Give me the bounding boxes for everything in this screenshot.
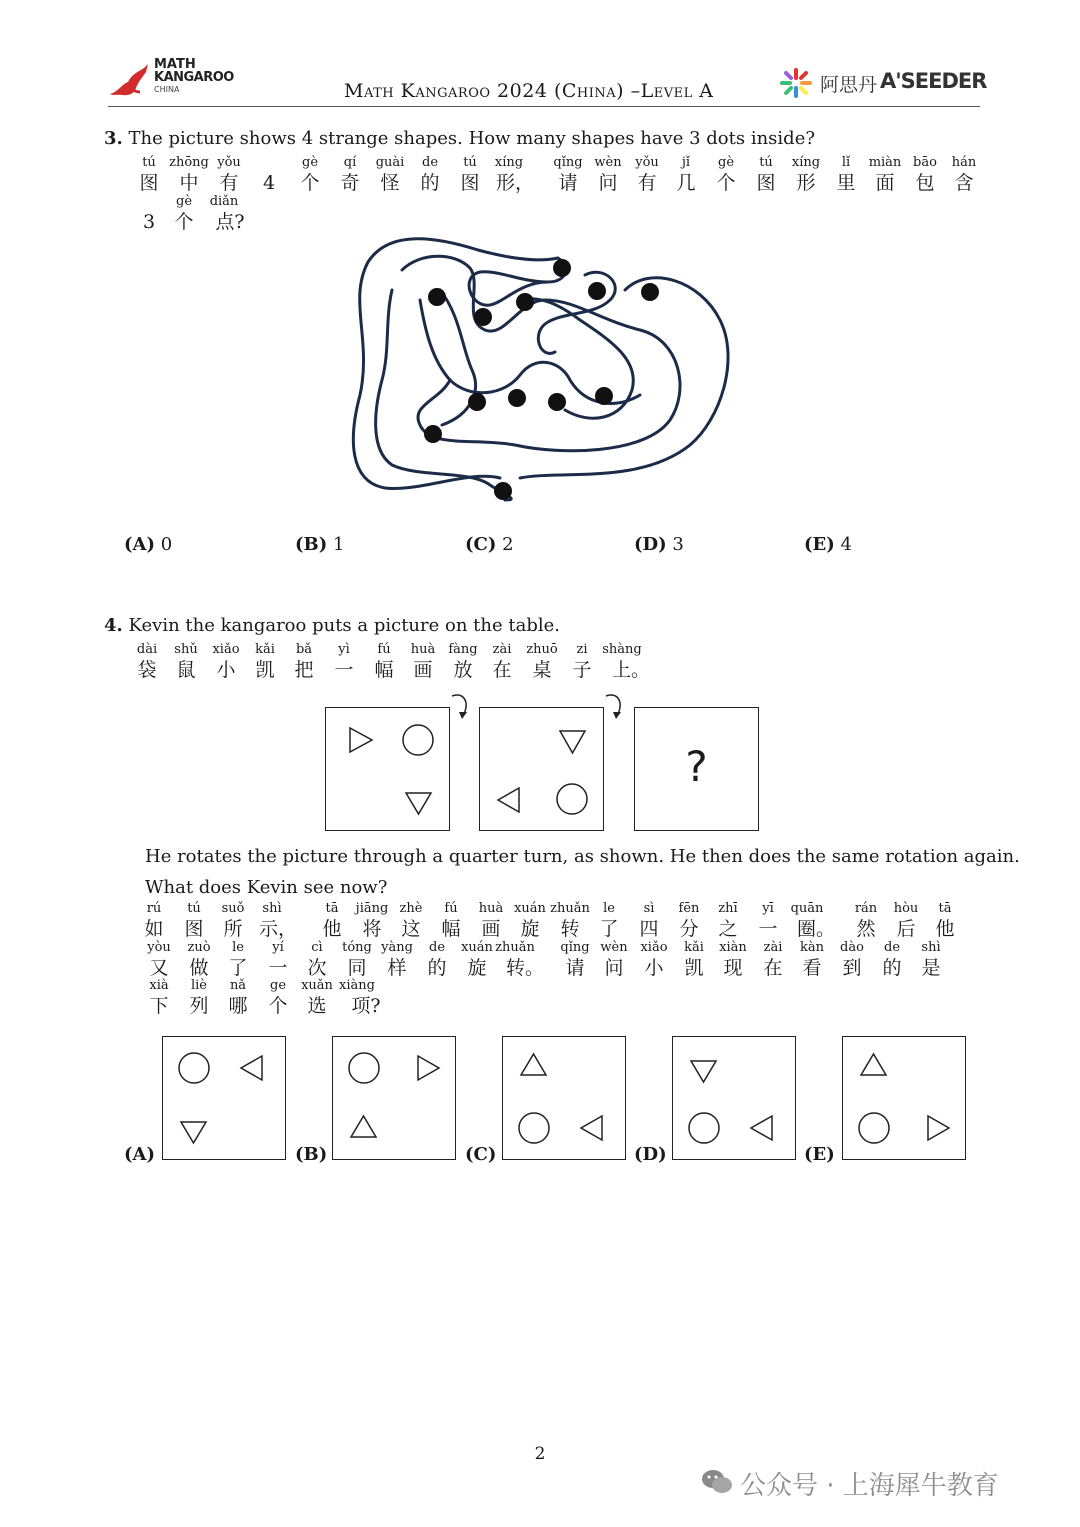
q4-pinyin-row1 bbox=[0, 643, 1080, 659]
q4-option-c-picture[interactable] bbox=[502, 1036, 626, 1160]
q4-text2: He rotates the picture through a quarter turn, as shown. He then does the same rotation again. bbox=[145, 846, 1020, 867]
pinyin: zuò bbox=[187, 940, 211, 955]
circle-shape bbox=[689, 1113, 719, 1143]
pinyin: yǒu bbox=[635, 155, 659, 170]
pinyin: xiàng bbox=[339, 978, 375, 993]
pinyin: yī bbox=[762, 901, 774, 916]
hanzi: 奇 bbox=[340, 172, 360, 194]
pinyin: tóng bbox=[342, 940, 372, 955]
option-label: (D) bbox=[634, 534, 667, 555]
q4-number: 4. bbox=[104, 615, 123, 636]
pinyin: fēn bbox=[678, 901, 700, 916]
triangle-left-shape bbox=[751, 1116, 772, 1140]
triangle-up-shape bbox=[521, 1054, 546, 1075]
q4-option-e-label[interactable] bbox=[804, 1144, 835, 1165]
triangle-right-shape bbox=[418, 1056, 439, 1080]
pinyin: yí bbox=[272, 940, 284, 955]
hanzi: 一 bbox=[268, 957, 288, 979]
page-title: Math Kangaroo 2024 (China) –Level A bbox=[344, 80, 714, 102]
unknown-picture bbox=[634, 707, 759, 831]
pinyin: suǒ bbox=[221, 901, 245, 916]
dot bbox=[516, 293, 534, 311]
dot bbox=[424, 425, 442, 443]
hanzi: 把 bbox=[294, 659, 314, 681]
hanzi: 的 bbox=[420, 172, 440, 194]
hanzi: 示， bbox=[258, 918, 298, 940]
partner-en: A'SEEDER bbox=[880, 69, 987, 93]
pinyin: xuǎn bbox=[301, 978, 333, 993]
hanzi: 个 bbox=[268, 995, 288, 1017]
pinyin: tú bbox=[463, 155, 477, 170]
pinyin: zi bbox=[576, 642, 588, 657]
q4-hanzi-row4 bbox=[0, 996, 1080, 1018]
q4-hanzi-row3 bbox=[0, 958, 1080, 980]
wechat-icon bbox=[700, 1467, 734, 1497]
hanzi: 面 bbox=[875, 172, 895, 194]
option-value: 0 bbox=[160, 534, 173, 555]
hanzi: 个 bbox=[716, 172, 736, 194]
hanzi: 在 bbox=[492, 659, 512, 681]
pinyin: xiǎo bbox=[640, 940, 668, 955]
hanzi: 凯 bbox=[255, 659, 275, 681]
rotated-once-picture bbox=[479, 707, 604, 831]
option-label: (C) bbox=[465, 534, 497, 555]
hanzi: 一 bbox=[758, 918, 778, 940]
hanzi: 项? bbox=[351, 995, 381, 1017]
partner-cn: 阿思丹 bbox=[820, 74, 878, 96]
hanzi: 图 bbox=[139, 172, 159, 194]
q4-hanzi-row1 bbox=[0, 660, 1080, 682]
hanzi: 个 bbox=[174, 211, 194, 233]
hanzi: 图 bbox=[184, 918, 204, 940]
pinyin: zhī bbox=[718, 901, 738, 916]
hanzi: 含 bbox=[954, 172, 974, 194]
hanzi: 这 bbox=[401, 918, 421, 940]
q4-text: Kevin the kangaroo puts a picture on the table. bbox=[128, 615, 560, 636]
triangle-right-shape bbox=[350, 728, 372, 752]
option-label: (D) bbox=[634, 1144, 667, 1165]
hanzi: 小 bbox=[644, 957, 664, 979]
hanzi: 怪 bbox=[380, 172, 400, 194]
pinyin: guài bbox=[375, 155, 405, 170]
pinyin: fú bbox=[444, 901, 458, 916]
hanzi: 圈。 bbox=[796, 918, 836, 940]
pinyin: fú bbox=[377, 642, 391, 657]
q3-text: The picture shows 4 strange shapes. How many shapes have 3 dots inside? bbox=[128, 128, 815, 149]
hanzi: 了 bbox=[599, 918, 619, 940]
hanzi: 了 bbox=[228, 957, 248, 979]
triangle-down-shape bbox=[406, 793, 431, 814]
option-label: (E) bbox=[804, 534, 835, 555]
hanzi: 又 bbox=[149, 957, 169, 979]
aseeder-logo bbox=[778, 66, 987, 100]
pinyin: zhōng bbox=[169, 155, 209, 170]
hanzi: 有 bbox=[637, 172, 657, 194]
hanzi: 袋 bbox=[137, 659, 157, 681]
pinyin: yòu bbox=[147, 940, 171, 955]
hanzi: 里 bbox=[836, 172, 856, 194]
pinyin: jǐ bbox=[681, 155, 691, 170]
pinyin: shàng bbox=[602, 642, 642, 657]
option-label: (A) bbox=[124, 534, 155, 555]
pinyin: shǔ bbox=[174, 642, 198, 657]
pinyin: xíng bbox=[494, 155, 524, 170]
hanzi: 图 bbox=[460, 172, 480, 194]
pinyin: tā bbox=[938, 901, 952, 916]
hanzi: 然 bbox=[856, 918, 876, 940]
hanzi: 做 bbox=[189, 957, 209, 979]
pinyin: xíng bbox=[791, 155, 821, 170]
dot bbox=[468, 393, 486, 411]
shape-outline-7 bbox=[520, 299, 633, 418]
triangle-left-shape bbox=[581, 1116, 602, 1140]
q4-pinyin-row2 bbox=[0, 902, 1080, 918]
logo-line1: MATH bbox=[154, 57, 196, 72]
pinyin: dài bbox=[136, 642, 158, 657]
pinyin: xiàn bbox=[719, 940, 747, 955]
question-mark: ? bbox=[685, 742, 708, 791]
triangle-up-shape bbox=[861, 1054, 886, 1075]
q3-number: 3. bbox=[104, 128, 123, 149]
dot bbox=[474, 308, 492, 326]
hanzi: 选 bbox=[307, 995, 327, 1017]
pinyin: lǐ bbox=[841, 155, 851, 170]
hanzi: 之 bbox=[718, 918, 738, 940]
circle-shape bbox=[179, 1053, 209, 1083]
q4-option-d-picture[interactable] bbox=[672, 1036, 796, 1160]
pinyin: xuán bbox=[461, 940, 493, 955]
pinyin: nǎ bbox=[229, 978, 247, 993]
option-c-shapes bbox=[503, 1037, 624, 1158]
option-value: 4 bbox=[840, 534, 852, 555]
hanzi: 幅 bbox=[441, 918, 461, 940]
q4-option-d-label[interactable] bbox=[634, 1144, 667, 1165]
q4-hanzi-row2 bbox=[0, 919, 1080, 941]
triangle-left-shape bbox=[498, 788, 519, 812]
pinyin: qǐng bbox=[553, 155, 583, 170]
pinyin: de bbox=[883, 940, 901, 955]
q3-option-b[interactable] bbox=[295, 534, 344, 555]
q4-option-b-label[interactable] bbox=[295, 1144, 327, 1165]
pinyin: shì bbox=[921, 940, 941, 955]
dot bbox=[588, 282, 606, 300]
pinyin: tú bbox=[187, 901, 201, 916]
pinyin: zhuǎn bbox=[495, 940, 535, 955]
q4-pinyin-row3 bbox=[0, 941, 1080, 957]
triangle-up-shape bbox=[351, 1116, 376, 1137]
pinyin: tú bbox=[759, 155, 773, 170]
pinyin: wèn bbox=[600, 940, 628, 955]
hanzi: 形 bbox=[796, 172, 816, 194]
pinyin: le bbox=[232, 940, 244, 955]
pinyin: de bbox=[421, 155, 439, 170]
hanzi: 他 bbox=[935, 918, 955, 940]
hanzi: 画 bbox=[481, 918, 501, 940]
hanzi: 的 bbox=[427, 957, 447, 979]
math-kangaroo-logo bbox=[108, 58, 238, 100]
rotated-once-shapes bbox=[480, 708, 602, 829]
q4-option-a-label[interactable] bbox=[124, 1144, 155, 1165]
q4-text3: What does Kevin see now? bbox=[145, 877, 388, 898]
pinyin: bāo bbox=[913, 155, 937, 170]
pinyin: jiāng bbox=[355, 901, 389, 916]
header-divider bbox=[108, 106, 980, 107]
dot bbox=[494, 482, 512, 500]
shape-outline-4 bbox=[538, 272, 615, 353]
hanzi: 请 bbox=[558, 172, 578, 194]
pinyin: liè bbox=[190, 978, 208, 993]
option-label: (B) bbox=[295, 1144, 328, 1165]
pinyin: qí bbox=[343, 155, 357, 170]
logo-line3: CHINA bbox=[154, 85, 180, 94]
pinyin: le bbox=[603, 901, 615, 916]
pinyin: gè bbox=[717, 155, 735, 170]
q3-pinyin-row2 bbox=[0, 195, 1080, 211]
strange-shapes-figure bbox=[340, 225, 750, 515]
option-b-shapes bbox=[333, 1037, 454, 1158]
pinyin: yàng bbox=[381, 940, 413, 955]
hanzi: 是 bbox=[921, 957, 941, 979]
hanzi: 幅 bbox=[374, 659, 394, 681]
pinyin: xuán bbox=[514, 901, 546, 916]
hanzi: 图 bbox=[756, 172, 776, 194]
circle-shape bbox=[403, 725, 433, 755]
option-a-shapes bbox=[163, 1037, 284, 1158]
pinyin: zài bbox=[763, 940, 783, 955]
kangaroo-icon bbox=[108, 62, 152, 98]
triangle-down-shape bbox=[691, 1061, 716, 1082]
pinyin: rú bbox=[146, 901, 162, 916]
hanzi: 旋 bbox=[467, 957, 487, 979]
q3-option-e[interactable] bbox=[804, 534, 852, 555]
option-e-shapes bbox=[843, 1037, 964, 1158]
option-value: 2 bbox=[502, 534, 514, 555]
pinyin: zài bbox=[492, 642, 512, 657]
pinyin: hòu bbox=[893, 901, 919, 916]
page-number: 2 bbox=[534, 1444, 546, 1464]
pinyin: bǎ bbox=[295, 642, 313, 657]
rotation-arrow-icon bbox=[448, 690, 476, 722]
q3-text-line bbox=[104, 128, 815, 149]
shape-outline-5 bbox=[520, 278, 728, 478]
hanzi: 的 bbox=[882, 957, 902, 979]
pinyin: kàn bbox=[799, 940, 825, 955]
dot bbox=[548, 393, 566, 411]
pinyin: cì bbox=[311, 940, 323, 955]
hanzi: 形， bbox=[495, 172, 535, 194]
hanzi: 画 bbox=[413, 659, 433, 681]
pinyin: diǎn bbox=[209, 194, 239, 209]
original-picture bbox=[325, 707, 450, 831]
pinyin: tú bbox=[142, 155, 156, 170]
hanzi: 转 bbox=[560, 918, 580, 940]
hanzi: 次 bbox=[307, 957, 327, 979]
pinyin: kǎi bbox=[255, 642, 275, 657]
hanzi: 样 bbox=[387, 957, 407, 979]
q4-pinyin-row4 bbox=[0, 979, 1080, 995]
hanzi: 4 bbox=[262, 172, 276, 194]
pinyin: shì bbox=[262, 901, 282, 916]
option-value: 3 bbox=[672, 534, 684, 555]
hanzi: 子 bbox=[572, 659, 592, 681]
option-value: 1 bbox=[332, 534, 345, 555]
circle-shape bbox=[557, 784, 587, 814]
q4-option-c-label[interactable] bbox=[465, 1144, 496, 1165]
pinyin: miàn bbox=[868, 155, 902, 170]
q3-hanzi-row1 bbox=[0, 173, 1080, 195]
pinyin: fàng bbox=[448, 642, 478, 657]
hanzi: 个 bbox=[300, 172, 320, 194]
dot bbox=[508, 389, 526, 407]
hanzi: 列 bbox=[189, 995, 209, 1017]
hanzi: 分 bbox=[679, 918, 699, 940]
q4-option-b-picture[interactable] bbox=[332, 1036, 456, 1160]
hanzi: 3 bbox=[142, 211, 156, 233]
option-label: (E) bbox=[804, 1144, 835, 1165]
pinyin: rán bbox=[854, 901, 878, 916]
option-label: (C) bbox=[465, 1144, 497, 1165]
pinyin: yǒu bbox=[217, 155, 241, 170]
shape-outline-2 bbox=[402, 256, 680, 451]
pinyin: gè bbox=[301, 155, 319, 170]
pinyin: huà bbox=[478, 901, 504, 916]
pinyin: zhuǎn bbox=[550, 901, 590, 916]
pinyin: sì bbox=[643, 901, 655, 916]
asterisk-logo-icon bbox=[778, 66, 814, 100]
hanzi: 小 bbox=[216, 659, 236, 681]
q3-pinyin-row1 bbox=[0, 156, 1080, 172]
hanzi: 将 bbox=[362, 918, 382, 940]
pinyin: huà bbox=[410, 642, 436, 657]
dot bbox=[553, 259, 571, 277]
q3-option-a[interactable] bbox=[124, 534, 172, 555]
hanzi: 中 bbox=[179, 172, 199, 194]
hanzi: 几 bbox=[676, 172, 696, 194]
rotation-arrow-icon bbox=[602, 690, 630, 722]
pinyin: ge bbox=[269, 978, 287, 993]
pinyin: zhè bbox=[399, 901, 423, 916]
hanzi: 如 bbox=[144, 918, 164, 940]
option-d-shapes bbox=[673, 1037, 794, 1158]
pinyin: hán bbox=[951, 155, 977, 170]
dot bbox=[641, 283, 659, 301]
pinyin: yì bbox=[338, 642, 350, 657]
triangle-down-shape bbox=[181, 1122, 206, 1143]
circle-shape bbox=[859, 1113, 889, 1143]
hanzi: 下 bbox=[149, 995, 169, 1017]
hanzi: 所 bbox=[223, 918, 243, 940]
hanzi: 请 bbox=[565, 957, 585, 979]
q3-option-d[interactable] bbox=[634, 534, 684, 555]
hanzi: 鼠 bbox=[176, 659, 196, 681]
q4-option-e-picture[interactable] bbox=[842, 1036, 966, 1160]
hanzi: 桌 bbox=[532, 659, 552, 681]
pinyin: gè bbox=[175, 194, 193, 209]
pinyin: qǐng bbox=[560, 940, 590, 955]
q3-option-c[interactable] bbox=[465, 534, 514, 555]
hanzi: 一 bbox=[334, 659, 354, 681]
pinyin: kǎi bbox=[684, 940, 704, 955]
pinyin: zhuō bbox=[526, 642, 558, 657]
hanzi: 在 bbox=[763, 957, 783, 979]
pinyin: de bbox=[428, 940, 446, 955]
circle-shape bbox=[349, 1053, 379, 1083]
q4-option-a-picture[interactable] bbox=[162, 1036, 286, 1160]
hanzi: 同 bbox=[347, 957, 367, 979]
watermark-text: 公众号 · 上海犀牛教育 bbox=[740, 1471, 999, 1501]
hanzi: 转。 bbox=[505, 957, 545, 979]
option-label: (A) bbox=[124, 1144, 155, 1165]
pinyin: wèn bbox=[594, 155, 622, 170]
hanzi: 上。 bbox=[611, 659, 651, 681]
pinyin: xià bbox=[149, 978, 169, 993]
hanzi: 他 bbox=[322, 918, 342, 940]
hanzi: 有 bbox=[219, 172, 239, 194]
dot bbox=[595, 387, 613, 405]
hanzi: 包 bbox=[915, 172, 935, 194]
hanzi: 后 bbox=[896, 918, 916, 940]
shape-outline-1 bbox=[376, 290, 512, 500]
option-label: (B) bbox=[295, 534, 328, 555]
hanzi: 放 bbox=[453, 659, 473, 681]
hanzi: 看 bbox=[802, 957, 822, 979]
dot bbox=[428, 288, 446, 306]
pinyin: quān bbox=[790, 901, 824, 916]
hanzi: 点? bbox=[215, 211, 245, 233]
pinyin: dào bbox=[840, 940, 864, 955]
hanzi: 哪 bbox=[228, 995, 248, 1017]
circle-shape bbox=[519, 1113, 549, 1143]
hanzi: 四 bbox=[639, 918, 659, 940]
triangle-right-shape bbox=[928, 1116, 949, 1140]
pinyin: tā bbox=[325, 901, 339, 916]
hanzi: 问 bbox=[598, 172, 618, 194]
hanzi: 旋 bbox=[520, 918, 540, 940]
hanzi: 问 bbox=[604, 957, 624, 979]
q4-text-line bbox=[104, 615, 560, 636]
hanzi: 到 bbox=[842, 957, 862, 979]
triangle-down-shape bbox=[560, 731, 585, 753]
logo-line2: KANGAROO bbox=[154, 70, 234, 85]
pinyin: xiǎo bbox=[212, 642, 240, 657]
original-picture-shapes bbox=[326, 708, 448, 829]
triangle-left-shape bbox=[241, 1056, 262, 1080]
hanzi: 现 bbox=[723, 957, 743, 979]
hanzi: 凯 bbox=[684, 957, 704, 979]
